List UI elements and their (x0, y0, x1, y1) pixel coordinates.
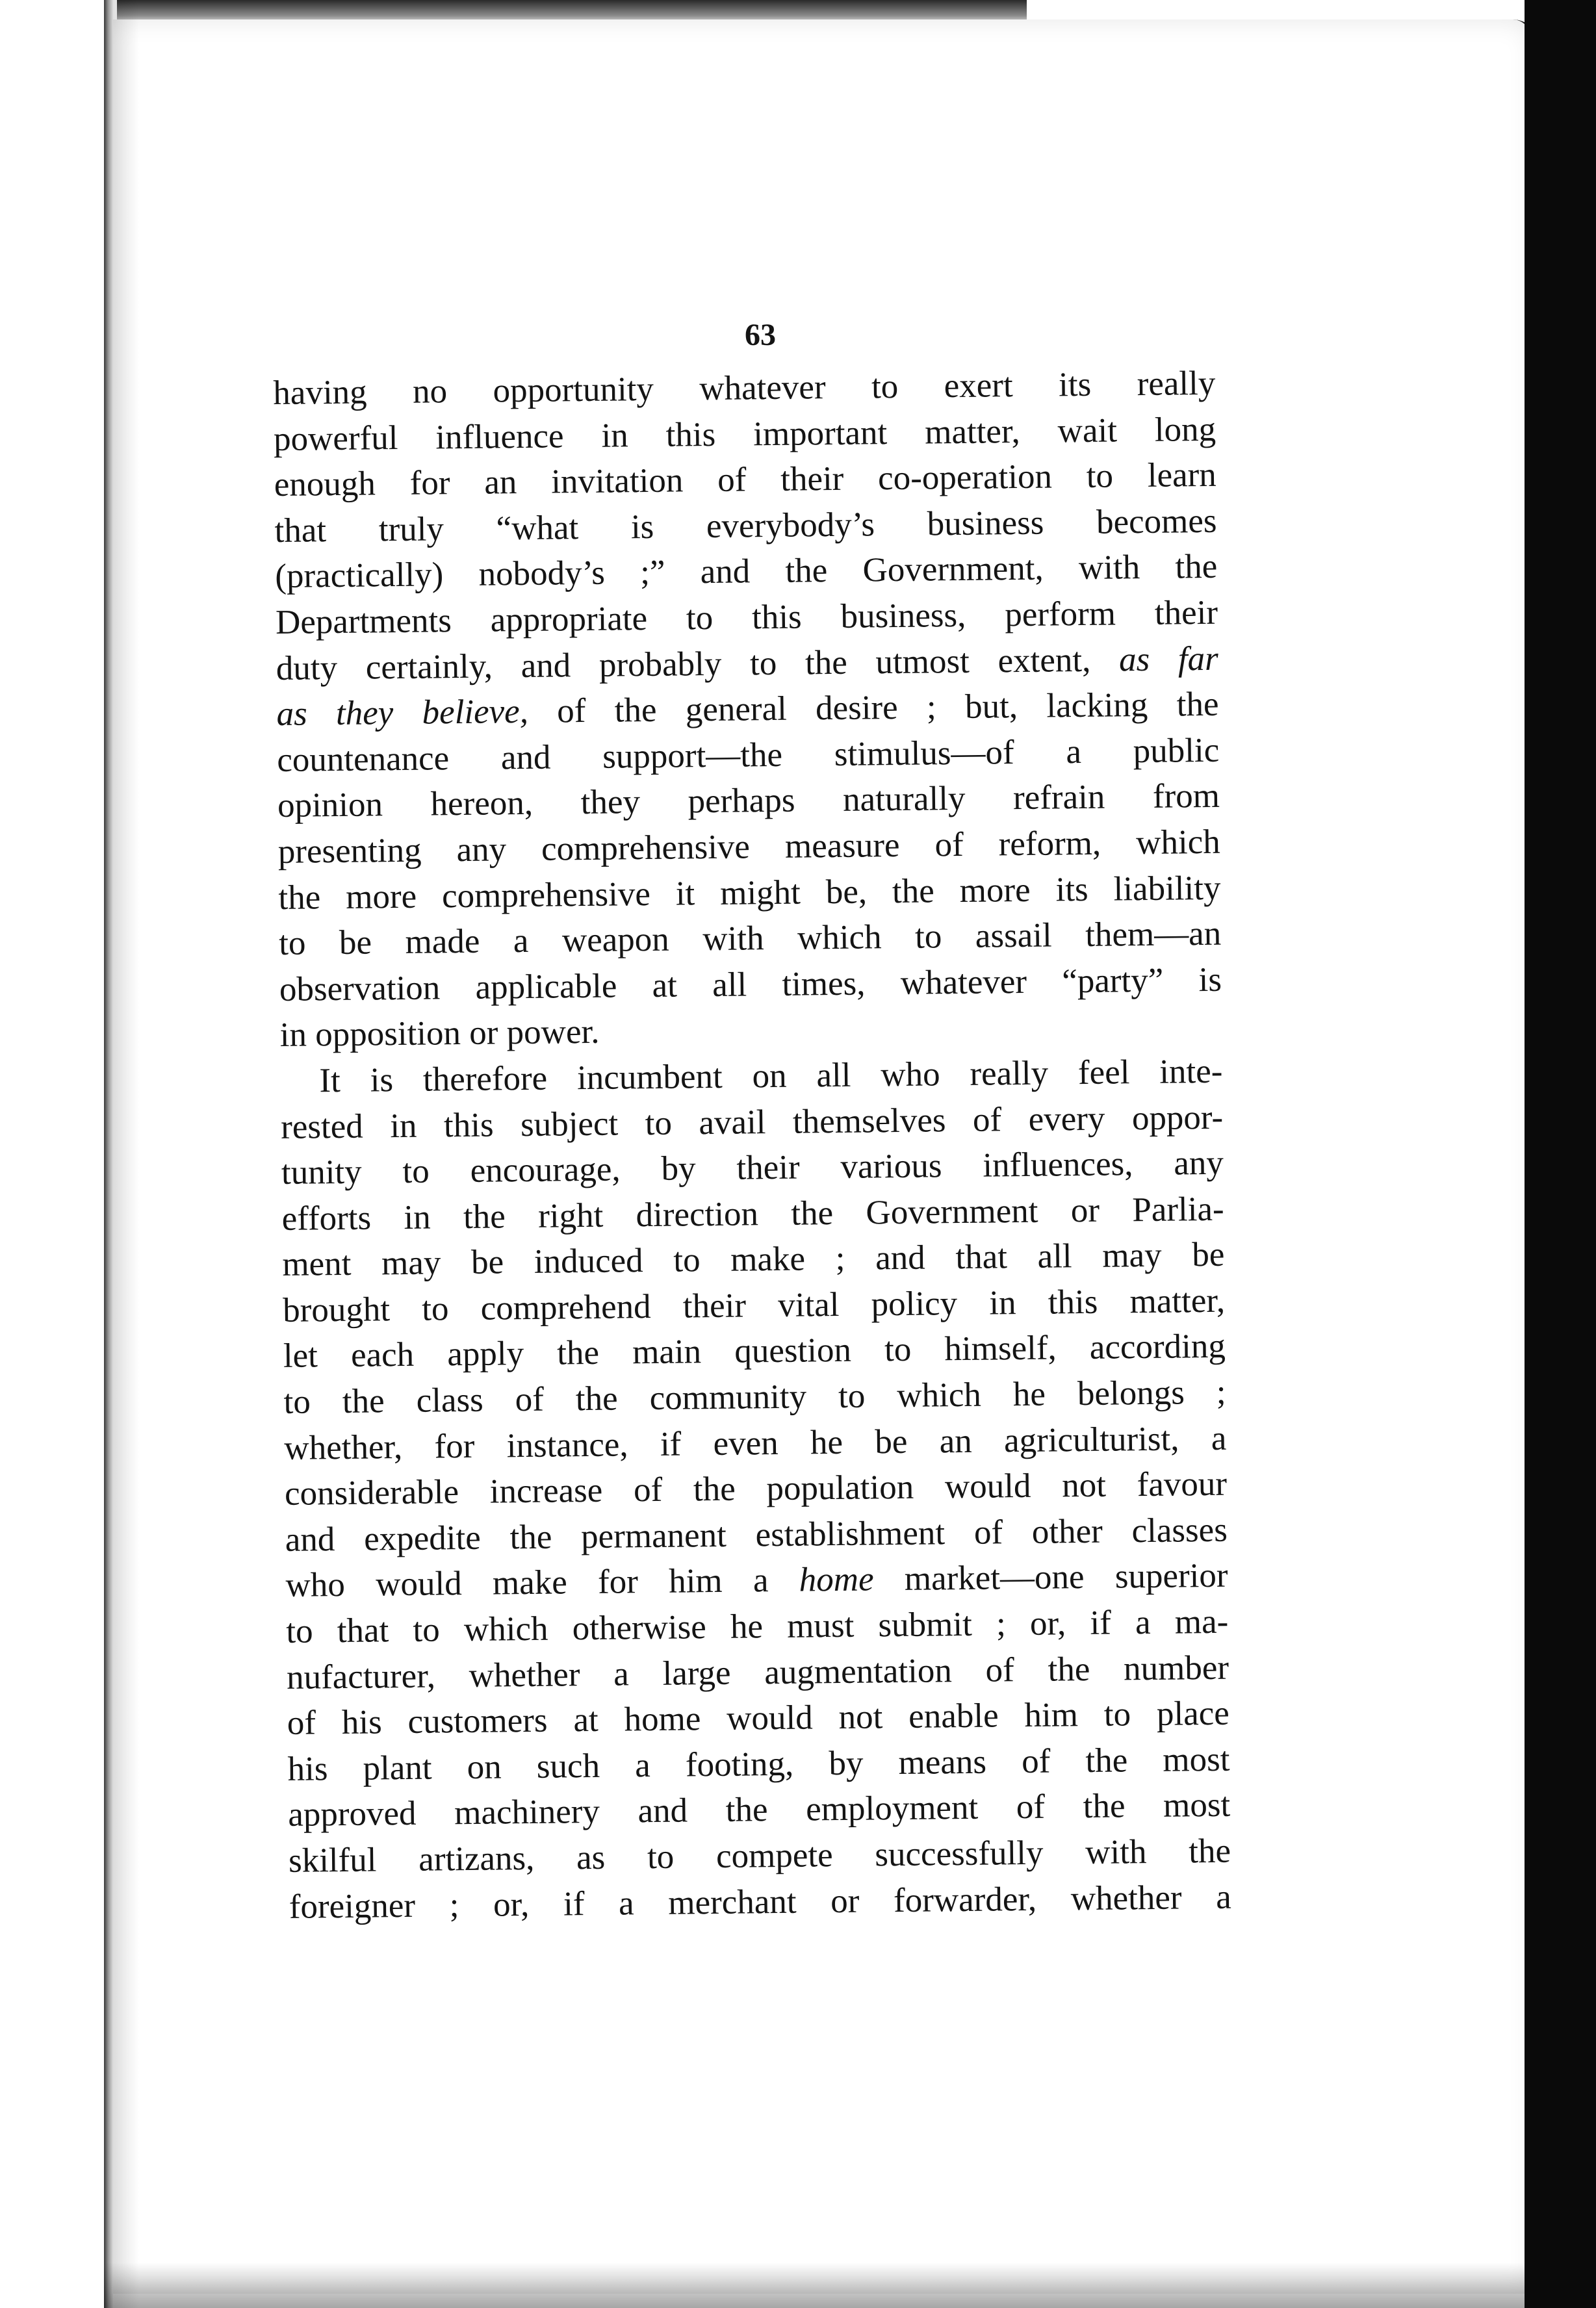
text-run: ment may be induced to make ; and that all may be (282, 1236, 1225, 1284)
text-run: considerable increase of the population would not favour (284, 1465, 1228, 1513)
text-run: brought to comprehend their vital policy in this matter, (282, 1281, 1226, 1329)
text-run: observation applicable at all times, whatever “party” is (279, 960, 1222, 1008)
text-run: to be made a weapon with which to assail them—an (278, 914, 1222, 963)
text-run: efforts in the right direction the Government or Parlia- (281, 1190, 1224, 1238)
text-run: the more comprehensive it might be, the more its liability (278, 869, 1221, 917)
text-run: powerful influence in this important matter, wait long (273, 410, 1216, 458)
text-run: having no opportunity whatever to exert its really (273, 364, 1216, 412)
gutter-shadow (113, 0, 139, 2308)
text-run: opinion hereon, they perhaps naturally refrain from (277, 777, 1220, 825)
text-run: market—one superior (873, 1557, 1228, 1598)
binding-gutter (104, 0, 113, 2308)
text-run: approved machinery and the employment of the most (287, 1786, 1231, 1834)
text-run: duty certainly, and probably to the utmost extent, (276, 640, 1120, 687)
text-run: presenting any comprehensive measure of reform, which (277, 823, 1220, 871)
italic-run: home (799, 1560, 874, 1600)
text-run: Departments appropriate to this business, perform their (275, 593, 1218, 641)
text-run: let each apply the main question to himself, according (283, 1327, 1226, 1376)
italic-run: as they believe, (276, 693, 529, 734)
scan-right-margin (1525, 0, 1596, 2308)
text-run: It is therefore incumbent on all who really feel inte- (319, 1052, 1223, 1100)
text-run: in opposition or power. (279, 1013, 600, 1055)
body-text (273, 361, 1231, 1930)
page-number: 63 (745, 318, 776, 352)
text-run: tunity to encourage, by their various influences, any (281, 1144, 1224, 1192)
text-run: skilful artizans, as to compete successfully with the (288, 1832, 1231, 1880)
text-run: of his customers at home would not enable him to place (287, 1694, 1230, 1743)
text-run: who would make for him a (285, 1561, 800, 1605)
text-run: foreigner ; or, if a merchant or forwarder, whether a (289, 1878, 1231, 1926)
text-run: of the general desire ; but, lacking the (528, 685, 1219, 731)
text-run: (practically) nobody’s ;” and the Government, with the (275, 548, 1218, 596)
italic-run: as far (1118, 639, 1219, 678)
text-run: to that to which otherwise he must submit ; or, if a ma- (286, 1602, 1229, 1650)
text-run: nufacturer, whether a large augmentation of the number (286, 1648, 1229, 1697)
text-run: countenance and support—the stimulus—of a public (276, 731, 1220, 779)
page-bottom-edge (104, 2263, 1534, 2308)
text-run: enough for an invitation of their co-operation to learn (274, 455, 1217, 504)
text-run: whether, for instance, if even he be an agriculturist, a (284, 1419, 1227, 1467)
text-run: his plant on such a footing, by means of the most (287, 1740, 1230, 1788)
text-run: and expedite the permanent establishment of other classes (285, 1511, 1228, 1559)
text-run: to the class of the community to which he belongs ; (283, 1373, 1226, 1421)
text-run: rested in this subject to avail themselves of every oppor- (280, 1098, 1224, 1146)
text-run: that truly “what is everybody’s business becomes (274, 502, 1217, 550)
